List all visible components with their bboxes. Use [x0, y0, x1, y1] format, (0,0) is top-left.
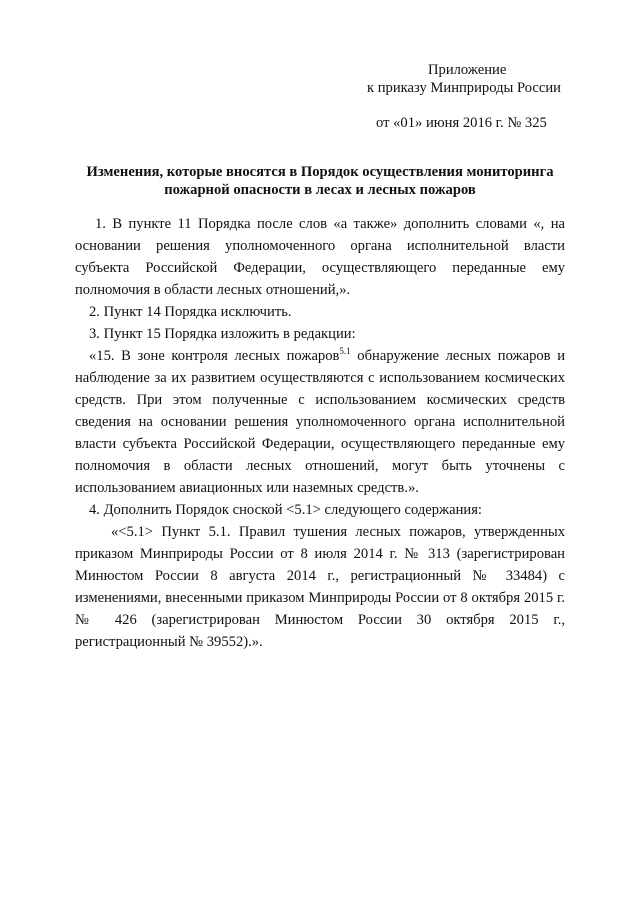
quoted-paragraph-15: [75, 345, 565, 499]
item-4: 4. Дополнить Порядок сноской <5.1> следующего содержания:: [89, 502, 482, 518]
item-1: 1. В пункте 11 Порядка после слов «а также» дополнить словами «, на основании решения уполномоченного органа исполнительной власти субъекта Российской Федерации, осуществляющего переданные ему полномочия в области лесных отношений,».: [75, 216, 565, 298]
document-title-line-1: Изменения, которые вносятся в Порядок осуществления мониторинга: [86, 164, 554, 180]
document-title: [75, 163, 565, 199]
footnote-text: «<5.1> Пункт 5.1. Правил тушения лесных пожаров, утвержденных приказом Минприроды России от 8 июля 2014 г. № 313 (зарегистрирован Минюстом России 8 августа 2014 г., регистрационный № 33484) с изменениями, внесенными приказом Минприроды России от 8 октября 2015 г. № 426 (зарегистрирован Минюстом России 30 октября 2015 г., регистрационный № 39552).».: [75, 524, 565, 650]
appendix-label: Приложение: [428, 62, 507, 78]
quoted-paragraph-15-rest: обнаружение лесных пожаров и наблюдение за их развитием осуществляются с использованием космических средств. При этом полученные с использованием космических средств сведения на основании решения уполномоченного органа исполнительной власти субъекта Российской Федерации, осуществляющего переданные ему полномочия в области лесных отношений, могут быть уточнены с использованием авиационных или наземных средств.».: [75, 348, 565, 496]
document-title-line-2: пожарной опасности в лесах и лесных пожаров: [164, 182, 476, 198]
document-body: [75, 213, 565, 653]
appendix-order-reference: к приказу Минприроды России: [367, 80, 561, 96]
footnote-reference: 5.1: [339, 346, 351, 357]
item-2: 2. Пункт 14 Порядка исключить.: [89, 304, 292, 320]
appendix-order-date: от «01» июня 2016 г. № 325: [376, 115, 547, 131]
item-3: 3. Пункт 15 Порядка изложить в редакции:: [89, 326, 356, 342]
quoted-paragraph-15-start: «15. В зоне контроля лесных пожаров: [89, 348, 340, 364]
